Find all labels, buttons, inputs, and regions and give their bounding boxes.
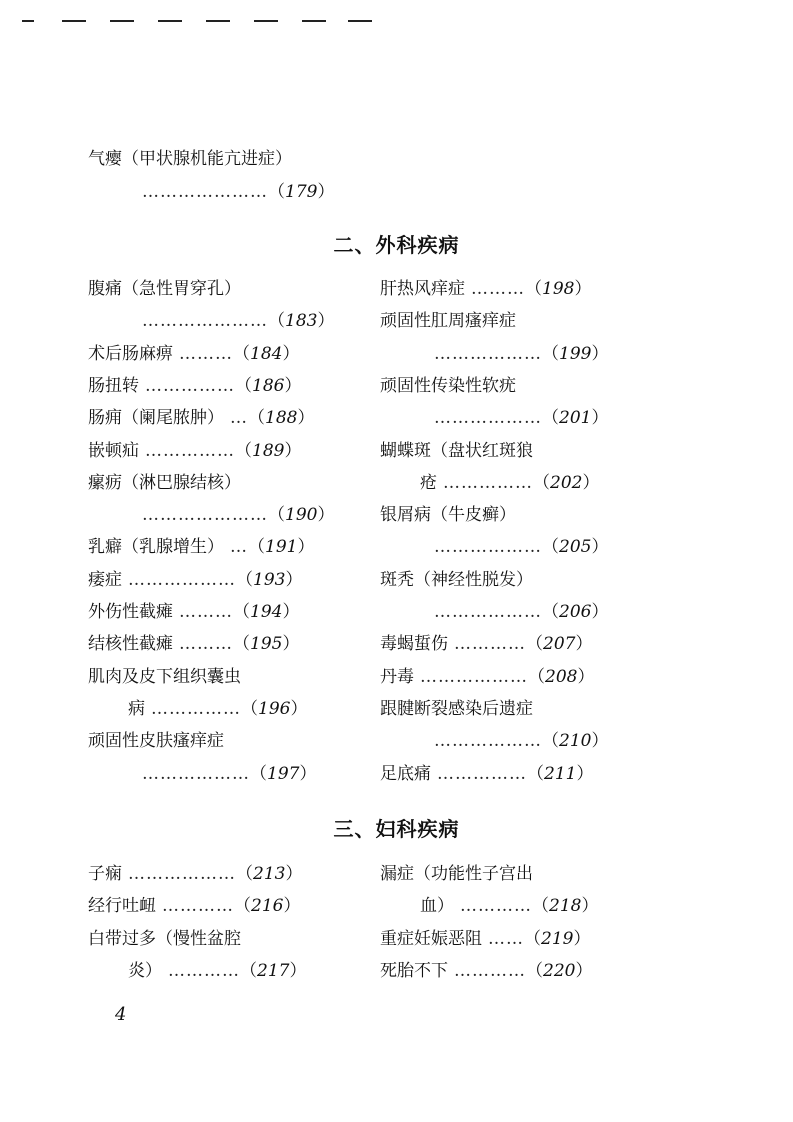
toc-entry: 嵌顿疝 …………… （ 189 ）	[88, 436, 301, 466]
toc-entry-dots: ……………	[145, 375, 235, 396]
toc-entry	[380, 694, 533, 724]
toc-entry-dots: ……………	[443, 472, 533, 493]
toc-entry: ………………… （ 190 ）	[142, 500, 334, 530]
toc-entry-text: 外伤性截瘫	[88, 602, 173, 622]
toc-entry-page: 211	[544, 763, 577, 784]
toc-entry-text: 顽固性传染性软疣	[380, 375, 516, 396]
toc-entry-text: 病	[128, 698, 145, 719]
toc-entry: 结核性截瘫 ……… （ 195 ）	[88, 629, 299, 659]
toc-entry-page: 201	[559, 408, 592, 429]
toc-entry-dots: ………………	[434, 408, 542, 429]
toc-entry	[88, 274, 241, 304]
toc-entry-page: 196	[258, 698, 291, 719]
toc-entry	[380, 859, 533, 889]
toc-entry-page: 189	[252, 440, 285, 461]
toc-entry-page: 190	[285, 505, 318, 526]
toc-entry-dots: …………………	[142, 311, 268, 332]
toc-entry-text: 银屑病（牛皮癣）	[380, 505, 516, 526]
toc-entry-text: 瘰疬（淋巴腺结核）	[88, 472, 241, 493]
toc-entry-text: 顽固性肛周瘙痒症	[380, 311, 516, 332]
toc-entry-dots: ……………	[437, 763, 527, 784]
toc-entry-dots: ………………	[434, 731, 542, 752]
toc-entry: 子痫 ……………… （ 213 ）	[88, 859, 302, 889]
toc-entry	[88, 144, 292, 174]
toc-entry: ……………… （ 210 ）	[434, 726, 608, 756]
toc-entry: ……………… （ 206 ）	[434, 597, 608, 627]
toc-entry-text: 腹痛（急性胃穿孔）	[88, 279, 241, 299]
toc-entry-text: 死胎不下	[380, 960, 448, 981]
toc-entry-dots: …………	[162, 896, 234, 917]
section-heading: 三、妇科疾病	[333, 817, 460, 841]
toc-entry	[380, 371, 516, 401]
toc-entry: 血） ………… （ 218 ）	[420, 891, 598, 921]
toc-entry: 肠扭转 …………… （ 186 ）	[88, 371, 301, 401]
toc-entry-page: 216	[251, 896, 284, 917]
toc-entry-dots: …	[230, 537, 248, 558]
toc-entry: 丹毒 ……………… （ 208 ）	[380, 662, 594, 692]
toc-entry: ……………… （ 201 ）	[434, 403, 608, 433]
toc-entry	[380, 436, 533, 466]
toc-entry: ……………… （ 199 ）	[434, 339, 608, 369]
toc-entry-page: 207	[543, 634, 576, 655]
toc-entry-dots: …………………	[142, 505, 268, 526]
toc-entry-text: 嵌顿疝	[88, 440, 139, 461]
toc-entry: ………………… （ 179 ）	[142, 177, 334, 207]
toc-entry-page: 191	[265, 537, 298, 558]
toc-entry-page: 208	[545, 666, 578, 687]
toc-entry-text: 肠痈（阑尾脓肿）	[88, 408, 224, 429]
toc-entry: 重症妊娠恶阻 …… （ 219 ）	[380, 924, 590, 954]
toc-entry-text: 蝴蝶斑（盘状红斑狼	[380, 440, 533, 461]
toc-entry-page: 217	[257, 960, 290, 981]
toc-entry-page: 195	[250, 634, 283, 655]
toc-entry-dots: …………………	[142, 182, 268, 202]
toc-entry-dots: ………………	[420, 666, 528, 687]
toc-entry-dots: ……………	[145, 440, 235, 461]
toc-entry: 肝热风痒症 ……… （ 198 ）	[380, 274, 591, 304]
toc-entry-page: 184	[250, 343, 283, 364]
toc-entry: 乳癖（乳腺增生） … （ 191 ）	[88, 532, 314, 562]
toc-entry	[88, 468, 241, 498]
toc-entry-dots: …………	[454, 634, 526, 655]
toc-entry-text: 子痫	[88, 864, 122, 884]
toc-entry-page: 219	[541, 928, 574, 949]
toc-entry: ……………… （ 197 ）	[142, 759, 316, 789]
toc-entry	[88, 726, 224, 756]
toc-entry: ………………… （ 183 ）	[142, 306, 334, 336]
toc-entry-page: 183	[285, 311, 318, 332]
toc-entry-text: 血）	[420, 896, 454, 917]
header-rule	[22, 20, 372, 26]
toc-entry-dots: ………	[179, 602, 233, 622]
toc-entry-page: 213	[253, 864, 286, 884]
toc-entry-page: 188	[265, 408, 298, 429]
toc-entry	[380, 306, 516, 336]
toc-entry: 病 …………… （ 196 ）	[128, 694, 307, 724]
toc-entry	[380, 500, 516, 530]
toc-entry-page: 194	[250, 602, 283, 622]
toc-entry	[88, 924, 241, 954]
toc-entry: 炎） ………… （ 217 ）	[128, 956, 306, 986]
toc-entry-page: 210	[559, 731, 592, 752]
toc-entry-text: 足底痛	[380, 763, 431, 784]
toc-entry-text: 丹毒	[380, 666, 414, 687]
toc-entry-dots: ………	[179, 634, 233, 655]
toc-entry: 痿症 ……………… （ 193 ）	[88, 565, 302, 595]
toc-entry-text: 乳癖（乳腺增生）	[88, 537, 224, 558]
toc-entry-page: 202	[550, 472, 583, 493]
toc-entry-page: 206	[559, 602, 592, 622]
toc-entry-text: 白带过多（慢性盆腔	[88, 928, 241, 949]
toc-entry-page: 197	[267, 763, 300, 784]
toc-entry-text: 重症妊娠恶阻	[380, 928, 482, 949]
toc-entry-text: 痿症	[88, 569, 122, 590]
toc-entry-dots: ……………	[151, 698, 241, 719]
toc-entry-dots: …	[230, 408, 248, 429]
section-heading: 二、外科疾病	[333, 233, 460, 257]
toc-entry-text: 疮	[420, 472, 437, 493]
toc-entry-text: 毒蝎蜇伤	[380, 634, 448, 655]
toc-entry: 疮 …………… （ 202 ）	[420, 468, 599, 498]
toc-entry-dots: ………………	[434, 602, 542, 622]
toc-entry-text: 经行吐衄	[88, 896, 156, 917]
toc-entry-dots: …………	[454, 960, 526, 981]
toc-entry: 肠痈（阑尾脓肿） … （ 188 ）	[88, 403, 314, 433]
page-number: 4	[115, 1004, 127, 1025]
toc-entry-page: 218	[549, 896, 582, 917]
toc-entry-page: 199	[559, 343, 592, 364]
toc-entry-page: 205	[559, 537, 592, 558]
toc-entry	[380, 565, 533, 595]
toc-entry-text: 气瘿（甲状腺机能亢进症）	[88, 149, 292, 169]
toc-entry-dots: ………………	[128, 569, 236, 590]
toc-entry-page: 179	[285, 182, 318, 202]
toc-entry: ……………… （ 205 ）	[434, 532, 608, 562]
toc-entry-dots: …………	[460, 896, 532, 917]
toc-entry-dots: …………	[168, 960, 240, 981]
toc-entry-dots: ………………	[142, 763, 250, 784]
toc-entry-dots: ………………	[434, 343, 542, 364]
toc-entry-text: 术后肠麻痹	[88, 343, 173, 364]
toc-entry-page: 220	[543, 960, 576, 981]
toc-entry-dots: ……	[488, 928, 524, 949]
toc-entry-text: 斑秃（神经性脱发）	[380, 569, 533, 590]
toc-entry-text: 漏症（功能性子宫出	[380, 864, 533, 884]
toc-entry: 经行吐衄 ………… （ 216 ）	[88, 891, 300, 921]
toc-entry: 外伤性截瘫 ……… （ 194 ）	[88, 597, 299, 627]
toc-entry-page: 186	[252, 375, 285, 396]
toc-entry: 术后肠麻痹 ……… （ 184 ）	[88, 339, 299, 369]
toc-entry-dots: ………	[471, 279, 525, 299]
toc-entry-text: 肠扭转	[88, 375, 139, 396]
toc-entry	[88, 662, 241, 692]
toc-entry-dots: ………	[179, 343, 233, 364]
toc-entry: 死胎不下 ………… （ 220 ）	[380, 956, 592, 986]
toc-entry: 毒蝎蜇伤 ………… （ 207 ）	[380, 629, 592, 659]
toc-entry-text: 炎）	[128, 960, 162, 981]
toc-entry-dots: ………………	[128, 864, 236, 884]
toc-entry: 足底痛 …………… （ 211 ）	[380, 759, 593, 789]
toc-entry-text: 肝热风痒症	[380, 279, 465, 299]
toc-entry-page: 193	[253, 569, 286, 590]
toc-entry-dots: ………………	[434, 537, 542, 558]
toc-entry-text: 结核性截瘫	[88, 634, 173, 655]
toc-entry-page: 198	[542, 279, 575, 299]
toc-entry-text: 肌肉及皮下组织囊虫	[88, 666, 241, 687]
toc-entry-text: 跟腱断裂感染后遗症	[380, 698, 533, 719]
toc-entry-text: 顽固性皮肤瘙痒症	[88, 731, 224, 752]
